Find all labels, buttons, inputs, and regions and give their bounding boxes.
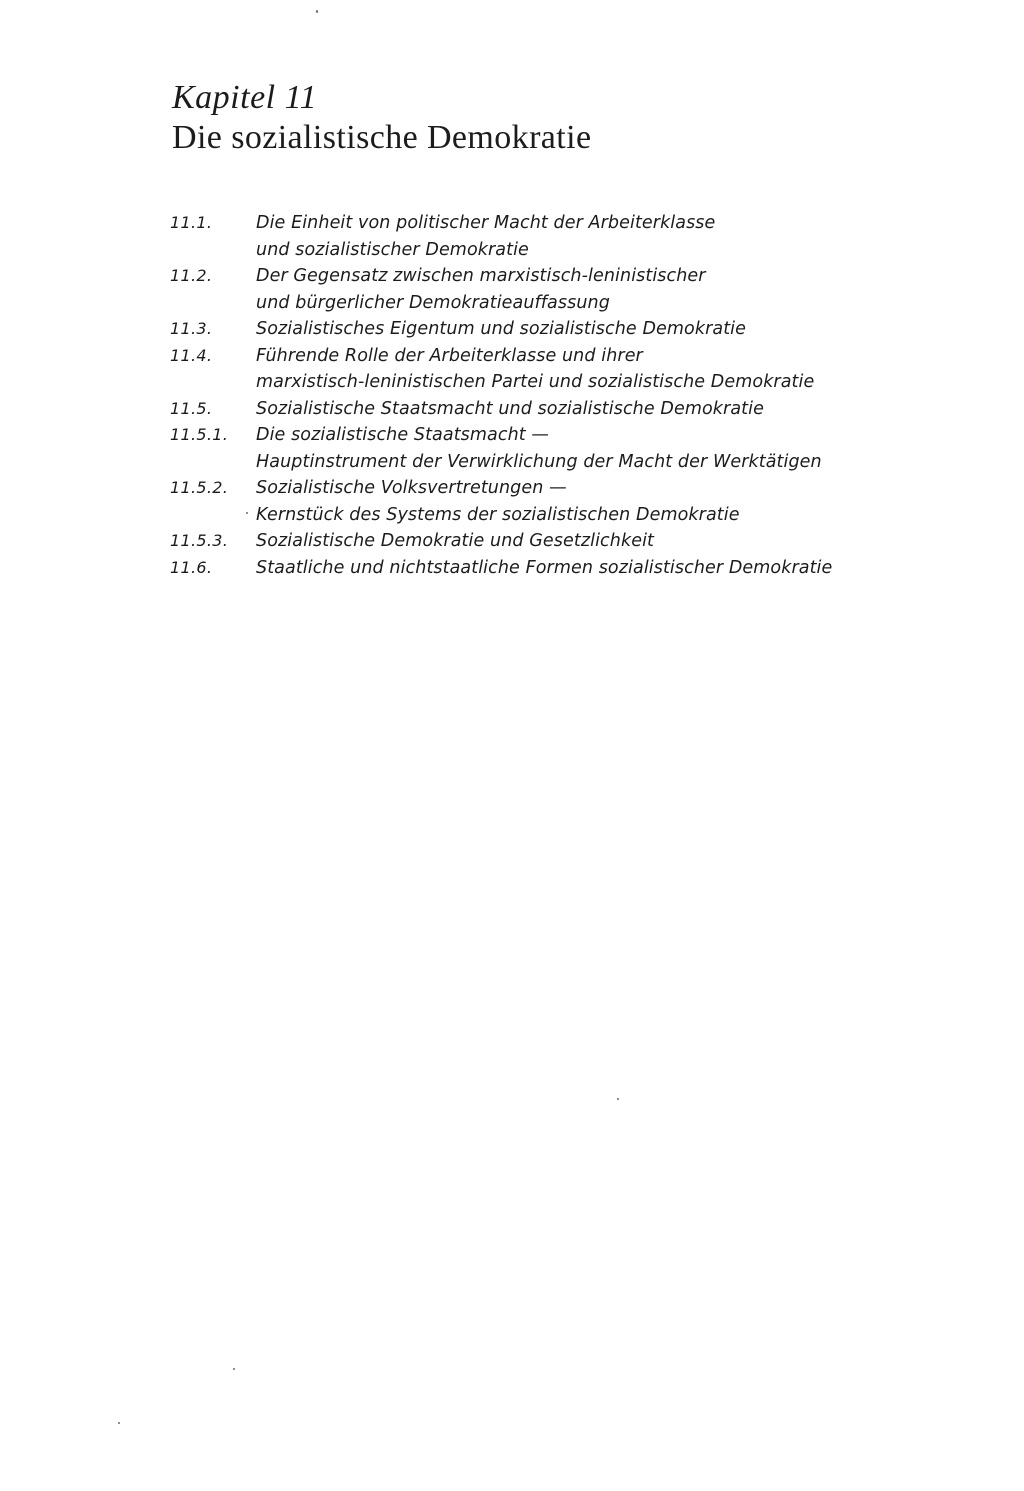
scan-speck (233, 1368, 235, 1370)
toc-entry-title-line: und sozialistischer Demokratie (256, 239, 529, 260)
toc-entry-title-line: Staatliche und nichtstaatliche Formen sozialistischer Demokratie (256, 557, 833, 578)
scan-speck (316, 10, 318, 13)
toc-entry (170, 263, 930, 316)
toc-entry-title-line: Sozialistische Volksvertretungen — (256, 478, 567, 498)
toc-entry (170, 343, 930, 396)
toc-entry-title-line: Kernstück des Systems der sozialistischen Demokratie (256, 504, 740, 525)
toc-entry (170, 210, 930, 263)
toc-entry-title-line: Sozialistisches Eigentum und sozialistische Demokratie (256, 319, 746, 339)
toc-entry (170, 396, 930, 423)
toc-entry (170, 555, 930, 582)
toc-entry-title-line: Führende Rolle der Arbeiterklasse und ihrer (256, 345, 643, 366)
toc-entry-title-line: marxistisch-leninistischen Partei und sozialistische Demokratie (256, 372, 815, 392)
scan-speck (246, 512, 248, 514)
toc-entry-title-line: Der Gegensatz zwischen marxistisch-leninistischer (256, 266, 706, 286)
toc-entry-title-line: Hauptinstrument der Verwirklichung der Macht der Werktätigen (256, 451, 822, 472)
toc-entry-number: 11.5.2. (170, 478, 229, 497)
toc-entry-number: 11.5. (170, 398, 213, 418)
scan-speck (617, 1098, 619, 1100)
toc-entry-title-line: Sozialistische Staatsmacht und sozialistische Demokratie (256, 398, 764, 419)
toc-entry-title-line: Sozialistische Demokratie und Gesetzlichkeit (256, 531, 654, 551)
toc-entry-number: 11.1. (170, 213, 213, 232)
toc-entry (170, 475, 930, 528)
scan-speck (118, 1422, 120, 1424)
toc-entry-title-line: Die Einheit von politischer Macht der Arbeiterklasse (256, 213, 716, 233)
chapter-title: Die sozialistische Demokratie (172, 119, 592, 156)
toc-entry-number: 11.6. (170, 557, 213, 577)
toc-entry-number: 11.3. (170, 319, 213, 338)
toc-entry (170, 422, 930, 475)
toc-entry-number: 11.5.1. (170, 425, 229, 444)
toc-entry-number: 11.2. (170, 266, 213, 285)
toc-entry-number: 11.4. (170, 345, 213, 365)
chapter-label: Kapitel 11 (172, 79, 318, 116)
table-of-contents (170, 210, 930, 581)
toc-entry-number: 11.5.3. (170, 531, 229, 550)
toc-entry (170, 316, 930, 343)
toc-entry-title-line: und bürgerlicher Demokratieauffassung (256, 292, 610, 313)
toc-entry-title-line: Die sozialistische Staatsmacht — (256, 425, 549, 445)
toc-entry (170, 528, 930, 555)
